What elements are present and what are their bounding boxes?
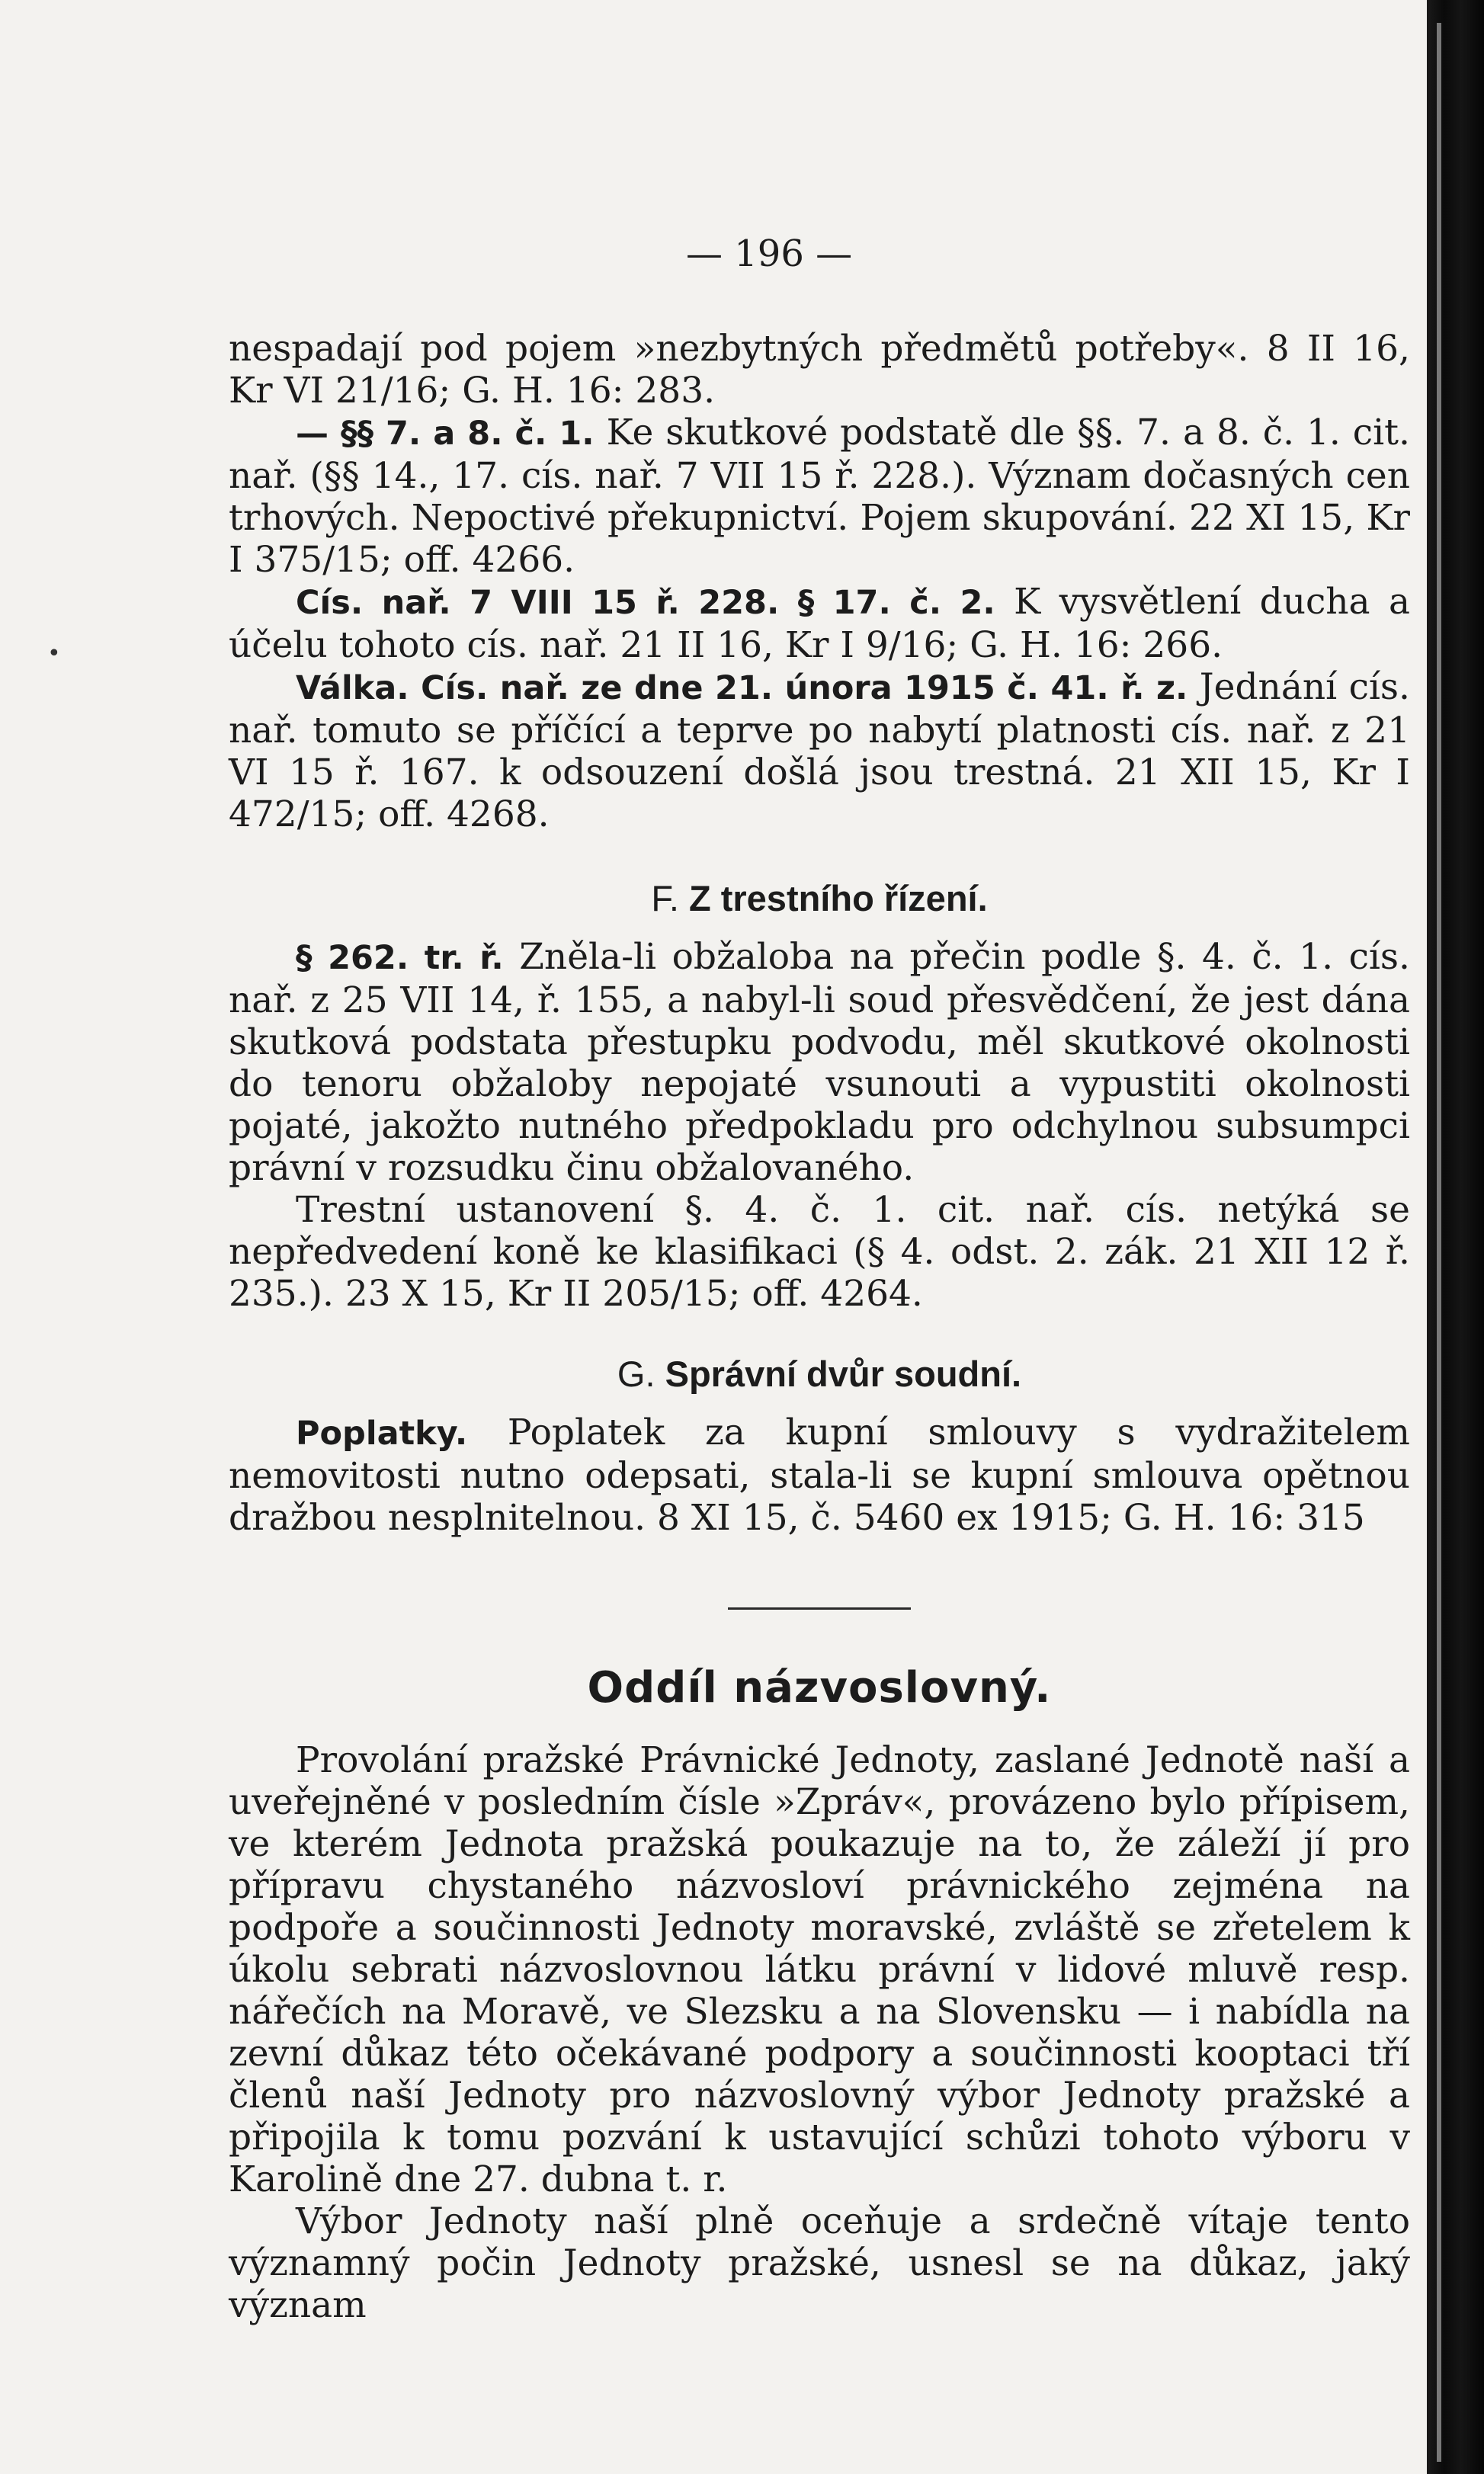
paragraph-1-lead: — §§ 7. a 8. č. 1.: [296, 415, 595, 453]
paragraph-2-lead: Cís. nař. 7 VIII 15 ř. 228. § 17. č. 2.: [296, 584, 995, 622]
paragraph-4: [229, 936, 1410, 1189]
paragraph-3-text: Jednání cís. nař. tomuto se příčící a teprve po nabytí platnosti cís. nař. z 21 VI 15 ř. 167. k odsouzení došlá jsou trestná. 21 XII 15, Kr I 472/15; off. 4268.: [229, 666, 1410, 835]
margin-mark: •: [47, 640, 61, 667]
paragraph-7: Provolání pražské Právnické Jednoty, zaslané Jednotě naší a uveřejněné v posledním čísle »Zpráv«, provázeno bylo přípisem, ve kterém Jednota pražská poukazuje na to, že záleží jí pro přípravu chystaného názvosloví právnického zejména na podpoře a součinnosti Jednoty moravské, zvláště se zřetelem k úkolu sebrati názvoslovnou látku právní v lidové mluvě resp. nářečích na Moravě, ve Slezsku a na Slovensku — i nabídla na zevní důkaz této očekávané podpory a součinnosti kooptaci tří členů naší Jednoty pro názvoslovný výbor Jednoty pražské a připojila k tomu pozvání k ustavující schůzi tohoto výboru v Karolině dne 27. dubna t. r.: [229, 1739, 1410, 2200]
paragraph-3-lead: Válka. Cís. nař. ze dne 21. února 1915 č. 41. ř. z.: [296, 669, 1188, 707]
paragraph-3: [229, 666, 1410, 835]
heading-g-title: Správní dvůr soudní.: [665, 1354, 1022, 1394]
section-title: Oddíl názvoslovný.: [587, 1663, 1052, 1713]
paragraph-4-text: Zněla-li obžaloba na přečin podle §. 4. č. 1. cís. nař. z 25 VII 14, ř. 155, a nabyl-li soud přesvědčení, že jest dána skutková podstata přestupku podvodu, měl skutkové okolnosti do tenoru obžaloby nepojaté vsunouti a vypustiti okolnosti pojaté, jakožto nutného předpokladu pro odchylnou subsumpci právní v rozsudku činu obžalovaného.: [229, 936, 1410, 1189]
paragraph-1-text: Ke skutkové podstatě dle §§. 7. a 8. č. 1. cit. nař. (§§ 14., 17. cís. nař. 7 VII 15 ř. 228.). Význam dočasných cen trhových. Nepoctivé překupnictví. Pojem skupování. 22 XI 15, Kr I 375/15; off. 4266.: [229, 412, 1410, 581]
paragraph-6-lead: Poplatky.: [296, 1415, 468, 1453]
page-edge-line: [1437, 23, 1441, 2462]
heading-f-title: Z trestního řízení.: [688, 878, 988, 918]
paragraph-6: [229, 1412, 1410, 1539]
paragraph-1: [229, 412, 1410, 581]
book-edge: [1427, 0, 1484, 2474]
intro-paragraph: nespadají pod pojem »nezbytných předmětů potřeby«. 8 II 16, Kr VI 21/16; G. H. 16: 283.: [229, 328, 1410, 412]
heading-f: [229, 877, 1410, 919]
page-number: — 196 —: [686, 232, 853, 275]
paragraph-5: Trestní ustanovení §. 4. č. 1. cit. nař. cís. netýká se nepředvedení koně ke klasifikaci (§ 4. odst. 2. zák. 21 XII 12 ř. 235.). 23 X 15, Kr II 205/15; off. 4264.: [229, 1189, 1410, 1315]
heading-g-letter: G.: [617, 1354, 655, 1394]
heading-f-letter: F.: [651, 878, 679, 918]
heading-g: [229, 1353, 1410, 1395]
page-text: [229, 328, 1410, 2326]
paragraph-2: [229, 581, 1410, 666]
paragraph-4-lead: § 262. tr. ř.: [296, 939, 504, 977]
paragraph-8: Výbor Jednoty naší plně oceňuje a srdečně vítaje tento významný počin Jednoty pražské, usnesl se na důkaz, jaký význam: [229, 2200, 1410, 2326]
paragraph-2-text: K vysvětlení ducha a účelu tohoto cís. nař. 21 II 16, Kr I 9/16; G. H. 16: 266.: [229, 581, 1410, 666]
paragraph-6-text: Poplatek za kupní smlouvy s vydražitelem nemovitosti nutno odepsati, stala-li se kupní smlouva opětnou dražbou nesplnitelnou. 8 XI 15, č. 5460 ex 1915; G. H. 16: 315: [229, 1412, 1410, 1539]
